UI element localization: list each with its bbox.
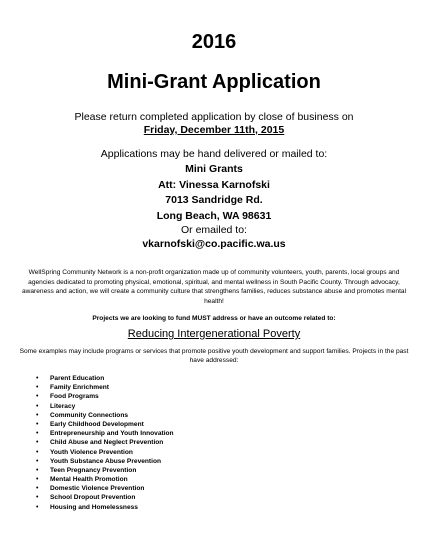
bullet-icon: • bbox=[36, 393, 39, 401]
bullet-icon: • bbox=[36, 430, 39, 438]
list-item bbox=[36, 466, 174, 475]
deadline-date: Friday, December 11th, 2015 bbox=[143, 124, 285, 136]
project-label: Community Connections bbox=[50, 411, 129, 419]
bullet-icon: • bbox=[36, 485, 39, 493]
project-label: Domestic Violence Prevention bbox=[50, 485, 145, 493]
list-item bbox=[36, 392, 174, 401]
address-line-recipient: Mini Grants bbox=[185, 163, 243, 175]
project-label: Youth Violence Prevention bbox=[50, 448, 133, 456]
project-label: Teen Pregnancy Prevention bbox=[50, 466, 137, 474]
bullet-icon: • bbox=[36, 476, 39, 484]
list-item bbox=[36, 411, 174, 420]
return-instructions: Please return completed application by close of business on bbox=[74, 111, 354, 123]
bullet-icon: • bbox=[36, 503, 39, 511]
project-label: Food Programs bbox=[50, 393, 99, 401]
list-item bbox=[36, 484, 174, 493]
bullet-icon: • bbox=[36, 448, 39, 456]
project-label: Mental Health Promotion bbox=[50, 476, 128, 484]
project-label: School Dropout Prevention bbox=[50, 494, 136, 502]
organization-description: WellSpring Community Network is a non-profit organization made up of community volunteers, youth, parents, local groups and agencies dedicated to promoting physical, emotional, spiritual, and mental wellness in South Pacific County. Through advocacy, awareness and action, we will create a community culture that strengthens families, reduces substance abuse and promotes mental health! bbox=[21, 269, 407, 305]
email-instructions: Or emailed to: bbox=[181, 224, 247, 236]
list-item bbox=[36, 457, 174, 466]
project-label: Housing and Homelessness bbox=[50, 503, 138, 511]
list-item bbox=[36, 448, 174, 457]
examples-intro: Some examples may include programs or services that promote positive youth development and support families. Projects in the past have addressed: bbox=[19, 348, 409, 365]
bullet-icon: • bbox=[36, 384, 39, 392]
list-item bbox=[36, 503, 174, 512]
focus-area-heading: Reducing Intergenerational Poverty bbox=[127, 328, 301, 340]
bullet-icon: • bbox=[36, 375, 39, 382]
bullet-icon: • bbox=[36, 494, 39, 502]
delivery-instructions: Applications may be hand delivered or mailed to: bbox=[100, 148, 328, 160]
bullet-icon: • bbox=[36, 466, 39, 474]
project-list bbox=[36, 374, 174, 512]
project-label: Literacy bbox=[50, 402, 76, 410]
project-label: Child Abuse and Neglect Prevention bbox=[50, 439, 164, 447]
project-label: Entrepreneurship and Youth Innovation bbox=[50, 430, 174, 438]
year-heading: 2016 bbox=[191, 31, 237, 53]
list-item bbox=[36, 383, 174, 392]
project-label: Early Childhood Development bbox=[50, 420, 144, 428]
list-item bbox=[36, 420, 174, 429]
bullet-icon: • bbox=[36, 439, 39, 447]
bullet-icon: • bbox=[36, 411, 39, 419]
list-item bbox=[36, 402, 174, 411]
list-item bbox=[36, 374, 174, 383]
mailing-address bbox=[0, 162, 428, 224]
email-address-link[interactable]: vkarnofski@co.pacific.wa.us bbox=[142, 238, 286, 250]
funding-requirement: Projects we are looking to fund MUST address or have an outcome related to: bbox=[92, 315, 336, 322]
list-item bbox=[36, 493, 174, 502]
bullet-icon: • bbox=[36, 420, 39, 428]
project-label: Family Enrichment bbox=[50, 384, 109, 392]
list-item bbox=[36, 475, 174, 484]
page-title: Mini-Grant Application bbox=[107, 71, 321, 93]
address-line-city: Long Beach, WA 98631 bbox=[156, 209, 272, 222]
project-label: Parent Education bbox=[50, 375, 105, 382]
list-item bbox=[36, 429, 174, 438]
bullet-icon: • bbox=[36, 402, 39, 410]
bullet-icon: • bbox=[36, 457, 39, 465]
list-item bbox=[36, 438, 174, 447]
address-line-street: 7013 Sandridge Rd. bbox=[165, 194, 263, 206]
address-line-attention: Att: Vinessa Karnofski bbox=[158, 178, 270, 191]
project-label: Youth Substance Abuse Prevention bbox=[50, 457, 162, 465]
